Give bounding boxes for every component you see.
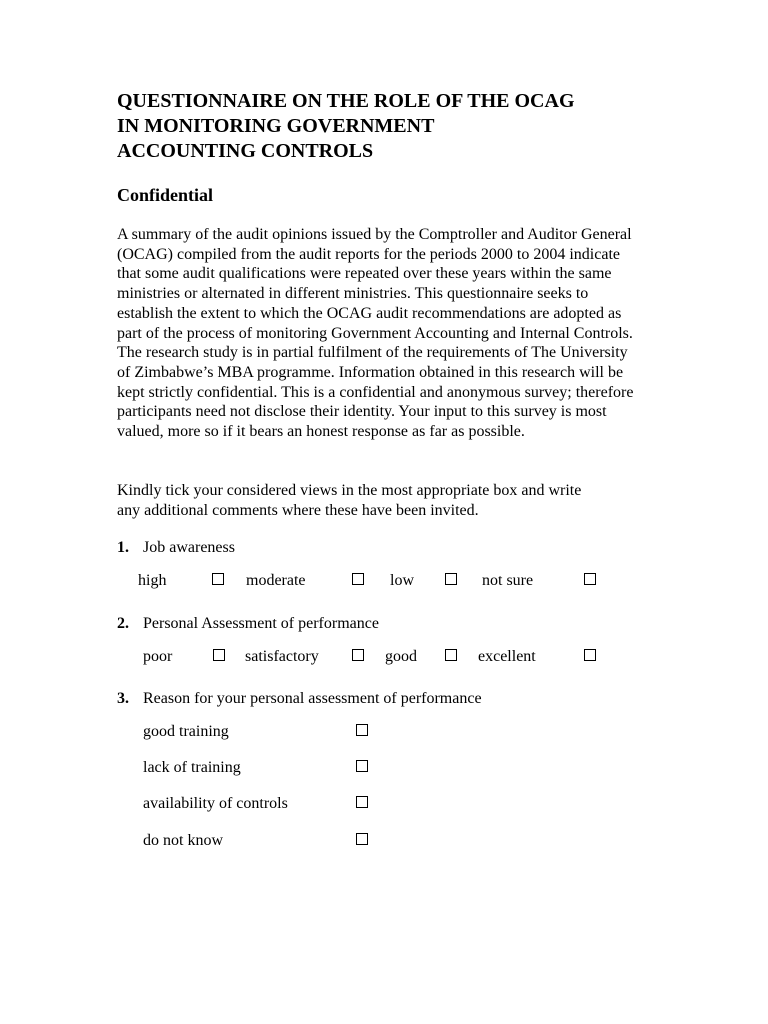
title-line: QUESTIONNAIRE ON THE ROLE OF THE OCAG [117,90,575,112]
checkbox-poor[interactable] [213,649,225,661]
checkbox-high[interactable] [212,573,224,585]
intro-line: A summary of the audit opinions issued by the Comptroller and Auditor General [117,226,632,243]
question-2 [117,614,379,634]
option-label-poor: poor [143,648,173,665]
option-label-lack-of-training: lack of training [143,759,241,776]
instruction-line: Kindly tick your considered views in the most appropriate box and write [117,482,582,499]
option-label-good: good [385,648,417,665]
title-line: ACCOUNTING CONTROLS [117,140,374,162]
question-text: Personal Assessment of performance [143,615,379,632]
intro-line: establish the extent to which the OCAG audit recommendations are adopted as [117,304,622,322]
intro-paragraph [117,225,717,442]
question-number: 3. [117,690,129,707]
confidential-heading: Confidential [117,185,214,205]
checkbox-good[interactable] [445,649,457,661]
question-number: 2. [117,615,129,632]
checkbox-excellent[interactable] [584,649,596,661]
checkbox-availability-of-controls[interactable] [356,796,368,808]
intro-line: valued, more so if it bears an honest response as far as possible. [117,423,525,441]
checkbox-good-training[interactable] [356,724,368,736]
checkbox-low[interactable] [445,573,457,585]
intro-line: participants need not disclose their identity. Your input to this survey is most [117,403,607,421]
option-label-low: low [390,572,414,589]
checkbox-lack-of-training[interactable] [356,760,368,772]
instruction-paragraph [117,481,581,520]
intro-line: kept strictly confidential. This is a confidential and anonymous survey; therefore [117,383,634,401]
checkbox-do-not-know[interactable] [356,833,368,845]
option-label-not-sure: not sure [482,572,534,589]
checkbox-moderate[interactable] [352,573,364,585]
checkbox-not-sure[interactable] [584,573,596,585]
checkbox-satisfactory[interactable] [352,649,364,661]
option-label-availability-of-controls: availability of controls [143,795,288,812]
option-label-excellent: excellent [478,648,536,665]
question-3 [117,689,482,709]
intro-line: that some audit qualifications were repeated over these years within the same [117,265,612,283]
page-title [117,89,575,164]
question-text: Reason for your personal assessment of performance [143,690,482,707]
option-label-satisfactory: satisfactory [245,648,319,665]
intro-line: (OCAG) compiled from the audit reports for the periods 2000 to 2004 indicate [117,245,620,263]
title-line: IN MONITORING GOVERNMENT [117,115,435,137]
intro-line: The research study is in partial fulfilment of the requirements of The University [117,344,628,362]
option-label-do-not-know: do not know [143,832,223,849]
option-label-high: high [138,572,167,589]
intro-line: part of the process of monitoring Government Accounting and Internal Controls. [117,324,633,342]
option-label-good-training: good training [143,723,229,740]
question-1 [117,538,235,558]
intro-line: ministries or alternated in different ministries. This questionnaire seeks to [117,285,589,303]
instruction-line: any additional comments where these have been invited. [117,501,479,519]
option-label-moderate: moderate [246,572,306,589]
question-number: 1. [117,539,129,556]
question-text: Job awareness [143,539,235,556]
intro-line: of Zimbabwe’s MBA programme. Information obtained in this research will be [117,363,624,381]
